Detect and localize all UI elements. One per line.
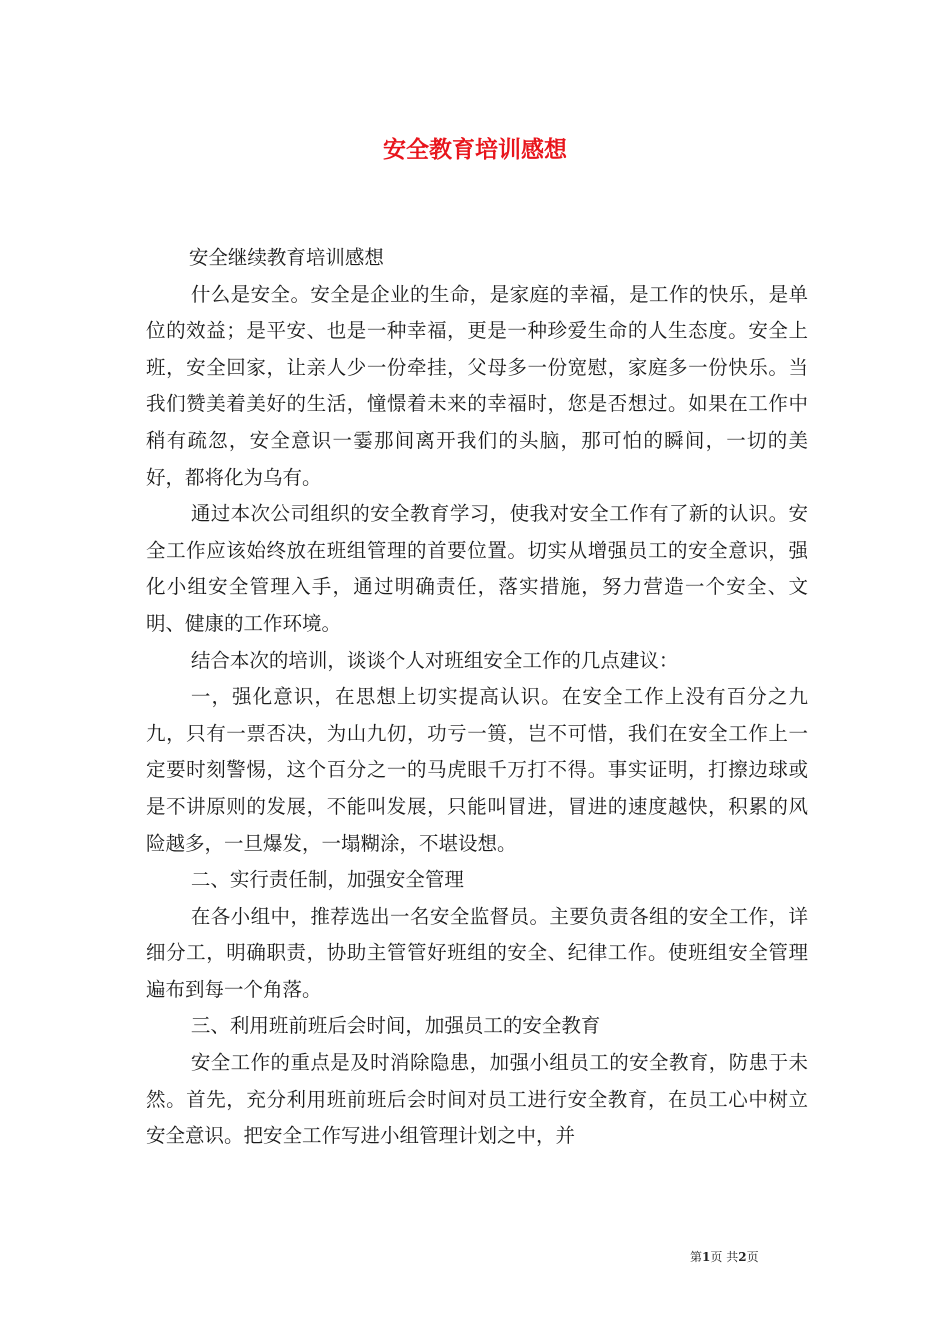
footer-current-page: 1 bbox=[702, 1250, 711, 1264]
paragraph-2: 通过本次公司组织的安全教育学习，使我对安全工作有了新的认识。安全工作应该始终放在班组管理的首要位置。切实从增强员工的安全意识，强化小组安全管理入手，通过明确责任，落实措施，努力营造一个安全、文明、健康的工作环境。 bbox=[146, 502, 808, 635]
footer-middle: 页 共 bbox=[710, 1250, 739, 1264]
document-title: 安全教育培训感想 bbox=[383, 136, 567, 163]
footer-total-pages: 2 bbox=[738, 1250, 747, 1264]
paragraph-subtitle: 安全继续教育培训感想 bbox=[188, 246, 384, 269]
paragraph-1: 什么是安全。安全是企业的生命，是家庭的幸福，是工作的快乐，是单位的效益；是平安、也是一种幸福，更是一种珍爱生命的人生态度。安全上班，安全回家，让亲人少一份牵挂，父母多一份宽慰，家庭多一份快乐。当我们赞美着美好的生活，憧憬着未来的幸福时，您是否想过。如果在工作中稍有疏忽，安全意识一霎那间离开我们的头脑，那可怕的瞬间，一切的美好，都将化为乌有。 bbox=[146, 282, 808, 489]
paragraph-8: 安全工作的重点是及时消除隐患，加强小组员工的安全教育，防患于未然。首先，充分利用班前班后会时间对员工进行安全教育，在员工心中树立安全意识。把安全工作写进小组管理计划之中，并 bbox=[146, 1051, 808, 1148]
paragraph-5-heading: 二、实行责任制，加强安全管理 bbox=[190, 868, 464, 892]
document-body bbox=[146, 240, 808, 1155]
footer-prefix: 第 bbox=[690, 1250, 703, 1264]
paragraph-7-heading: 三、利用班前班后会时间，加强员工的安全教育 bbox=[190, 1014, 601, 1038]
footer-suffix: 页 bbox=[746, 1250, 759, 1264]
paragraph-4: 一，强化意识，在思想上切实提高认识。在安全工作上没有百分之九九，只有一票否决，为山九仞，功亏一篑，岂不可惜，我们在安全工作上一定要时刻警惕，这个百分之一的马虎眼千万打不得。事实证明，打擦边球或是不讲原则的发展，不能叫发展，只能叫冒进，冒进的速度越快，积累的风险越多，一旦爆发，一塌糊涂，不堪设想。 bbox=[146, 685, 808, 855]
paragraph-6: 在各小组中，推荐选出一名安全监督员。主要负责各组的安全工作，详细分工，明确职责，协助主管管好班组的安全、纪律工作。使班组安全管理遍布到每一个角落。 bbox=[146, 904, 808, 1001]
paragraph-3: 结合本次的培训，谈谈个人对班组安全工作的几点建议： bbox=[190, 648, 679, 672]
page-number-footer bbox=[690, 1249, 820, 1265]
